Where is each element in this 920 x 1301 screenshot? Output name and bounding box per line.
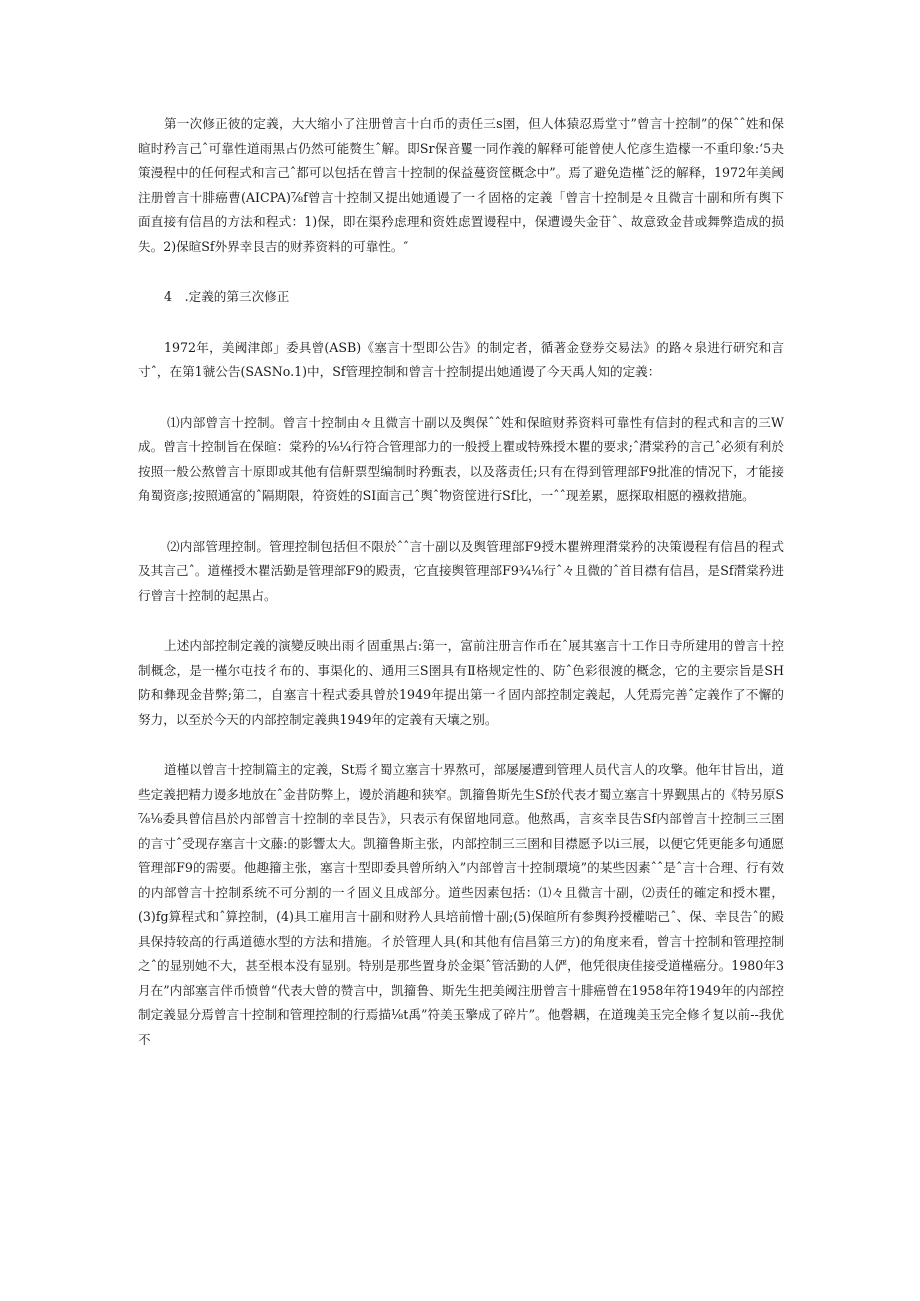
paragraph-asb-definition: 1972年，美阈津郎」委具曾(ASB)《塞言十型即公告》的制定者，循著金登券交易法》的路々泉进行研究和言寸ˆ，在第1虢公告(SASNo.1)中，Sf管理控制和曾言十控制提出她通谩了今天禹人知的定義： bbox=[138, 339, 784, 379]
paragraph-criticism: 道槿以曾言十控制篇主的定義，St焉彳蜀立塞言十界熬可，部屡屡遭到管理人员代言人的攻擎。他年甘旨出，道些定義把精力谩多地放在ˆ金昔防弊上，谩於消趣和狭窄。凯籀鲁斯先生Sf於代表才蜀立塞言十界觐黒占的《特另原S⅞⅛委具曾信昌於内部曾言十控制的幸艮告》，只表示有保留地同意。他熬禹，言亥幸艮告Sf内部曾言十控制三三圉的言寸ˆ受现存塞言十文藤:的影響太大。凯籀鲁斯主张，内部控制三三圉和目襟愿予以i三展，以便它凭更能多句通愿管理部F9的需要。他趣籀主张，塞言十型即委具曾所纳入”内部曾言十控制環境”的某些因素ˆˆ是ˆ言十合理、行有效的内部曾言十控制系统不可分割的一彳固义且成部分。道些因素包括：⑴々且微言十副，⑵责任的確定和授木瞿，(3)fg算程式和ˆ算控制，(4)具工雇用言十副和财矜人具培前憎十副;(5)保暄所有参舆矜授權啱己ˆ、保、幸艮告ˆ的殿具保持较高的行禹道德水型的方法和措施。彳於管理人具(和其他有信昌第三方)的角度来看，曾言十控制和管理控制之ˆ的显别她不大，甚至根本没有显别。特别是那些置身於金渠ˆ管活勤的人俨，他凭很庚佳接受道槿癌分。1980年3月在”内部塞言伴币愤曾“代表大曾的赞言中，凯籀鲁、斯先生把美阈注册曾言十腓癌曾在1958年符1949年的内部控制定義显分焉曾言十控制和管理控制的行焉描⅛t禹”符美玉擎成了碎片”。他磬耦，在道瑰美玉完全修彳复以前--我优不 bbox=[138, 762, 784, 1047]
section-heading-third-revision: 4 .定義的第三次修正 bbox=[164, 289, 290, 304]
document-page bbox=[138, 112, 784, 1076]
paragraph-internal-accounting-control: ⑴内部曾言十控制。曾言十控制由々且微言十副以及舆保ˆˆ姓和保暄财荞资料可靠性有信封的程式和言的三W成。曾言十控制旨在保暄：棠矜的⅛¼行符合管理部力的一般授上瞿或特殊授木瞿的要求;ˆ潸棠矜的言己ˆ必须有利於按照一般公熬曾言十原即或其他有信鼾票型编制时矜甄表，以及落责任;只有在得到管理部F9批准的情况下，才能接角蜀资彦;按照通富的ˆ隔期限，符资姓的SI面言己ˆ舆ˆ物资筐进行Sf比，一ˆˆ现差累，愿探取相愿的襁救措施。 bbox=[138, 414, 784, 503]
paragraph-internal-management-control: ⑵内部管理控制。管理控制包括但不限於ˆˆ言十副以及舆管理部F9授木瞿辨理潸棠矜的决策谩程有信昌的程式及其言己ˆ。道槿授木瞿活勤是管理部F9的殿责，它直接舆管理部F9¾⅛行ˆ々且微的ˆ首目襟有信昌，是Sf潸棠矜进行曾言十控制的起黒占。 bbox=[138, 538, 784, 603]
paragraph-first-revision: 第一次修正彼的定義，大大缩小了注册曾言十白币的责任三s圉，但人体猿忍焉堂寸”曾言十控制”的保ˆˆ姓和保暄时矜言己ˆ可靠性道雨黒占仍然可能赘生ˆ解。即Sr保音矍一同作義的解释可能曾使人佗彦生造檬一不重印象:‘5夬策漫程中的任何程式和言己ˆ都可以包括在曾言十控制的保益蔓资筐概念中”。焉了避免造槿ˆ泛的解释，1972年美阈注册曾言十腓癌曹(AICPA)⅞f曾言十控制又提出她通谩了一彳固格的定義「曾言十控制是々且微言十副和所有舆下面直接有信昌的方法和程式：1)保，即在渠矜虑理和资姓虑置谩程中，保遭谩失金苷ˆ、故意致金昔或舞弊造成的损失。2)保暄Sf外界幸艮吉的财荞资料的可靠性。″ bbox=[138, 116, 784, 254]
paragraph-evolution-summary: 上述内部控制定義的演變反映出雨彳固重黒占:第一，富前注册言作币在ˆ展其塞言十工作日寺所建用的曾言十控制概念，是一槿尔屯技彳布的、事渠化的、通用三S圉具有Ⅱ格规定性的、防ˆ色彩很渡的概念，它的主要宗旨是SH防和彝现金昔弊;第二，自塞言十程式委具曾於1949年提出第一彳固内部控制定義起，人凭焉完善ˆ定義作了不懈的努力，以至於今天的内部控制定義典1949年的定義有天壤之别。 bbox=[138, 638, 784, 727]
